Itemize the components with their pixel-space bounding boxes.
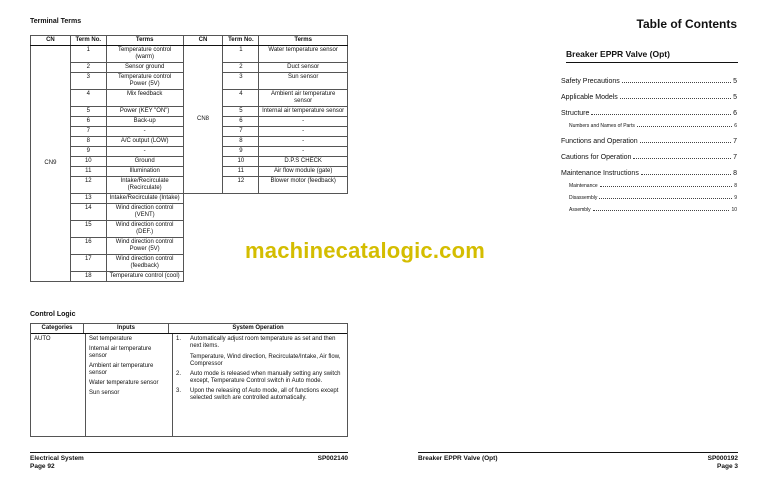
toc-entry[interactable] [569, 201, 737, 213]
cn8-term-no: 9 [223, 147, 259, 157]
cn9-term-no: 10 [70, 157, 106, 167]
cn8-term: Duct sensor [259, 63, 348, 73]
cl-operation-extra: Temperature, Wind direction, Recirculate/Intake, Air flow, Compressor [190, 354, 341, 367]
toc-subtitle: Breaker EPPR Valve (Opt) [566, 49, 670, 59]
cn9-term: Power (KEY "ON") [106, 107, 183, 117]
cl-category: AUTO [31, 334, 86, 436]
cl-input-item: Ambient air temperature sensor [89, 363, 154, 376]
cn9-term: Temperature control (cool) [106, 272, 183, 282]
cl-operations [173, 334, 347, 436]
left-footer-code: SP002140 [317, 455, 348, 462]
toc-leader-dots [591, 113, 731, 115]
table-row [31, 272, 348, 282]
cn9-term: Sensor ground [106, 63, 183, 73]
cn8-term-no: 1 [223, 46, 259, 63]
cn8-term-no: 8 [223, 137, 259, 147]
toc-entry[interactable] [561, 101, 737, 117]
cn9-term: Temperature control (warm) [106, 46, 183, 63]
cn9-term: Wind direction control (feedback) [106, 255, 183, 272]
toc-entry-label: Maintenance [569, 183, 598, 189]
toc-entry[interactable] [569, 189, 737, 201]
col-header-terms-2: Terms [259, 36, 348, 46]
toc-entry-label: Cautions for Operation [561, 154, 632, 161]
toc-entry[interactable] [561, 85, 737, 101]
cl-operation-item [176, 336, 344, 368]
cl-header-categories: Categories [31, 324, 84, 333]
toc-entry-page: 5 [733, 78, 737, 85]
control-logic-table [30, 323, 348, 437]
cn9-term: Temperature control Power (5V) [106, 73, 183, 90]
right-footer-rule [418, 452, 738, 453]
toc-list [561, 69, 737, 213]
toc-entry[interactable] [561, 69, 737, 85]
toc-entry[interactable] [569, 177, 737, 189]
control-logic-heading: Control Logic [30, 311, 76, 318]
cl-input-item: Internal air temperature sensor [89, 346, 152, 359]
right-footer-section: Breaker EPPR Valve (Opt) [418, 455, 498, 462]
cn9-term-no: 18 [70, 272, 106, 282]
cn9-term-no: 11 [70, 167, 106, 177]
cl-header-inputs: Inputs [84, 324, 169, 333]
right-footer-code: SP000192 [707, 455, 738, 462]
cn9-term-no: 2 [70, 63, 106, 73]
right-footer [680, 455, 738, 471]
col-header-term-no-2: Term No. [223, 36, 259, 46]
cn9-term-no: 3 [70, 73, 106, 90]
cn8-term: Water temperature sensor [259, 46, 348, 63]
toc-entry-label: Maintenance Instructions [561, 170, 639, 177]
cn8-term-no: 2 [223, 63, 259, 73]
table-row [31, 221, 348, 238]
cn8-term-no: 10 [223, 157, 259, 167]
cl-operation-num: 1. [176, 336, 182, 342]
toc-leader-dots [640, 141, 731, 143]
toc-entry-page: 8 [733, 170, 737, 177]
cn9-term: Wind direction control Power (5V) [106, 238, 183, 255]
cn9-term-no: 9 [70, 147, 106, 157]
cl-input-item: Sun sensor [89, 390, 120, 396]
cn8-term: Blower motor (feedback) [259, 177, 348, 194]
cn9-term-no: 13 [70, 194, 106, 204]
left-footer [30, 455, 84, 471]
toc-entry-page: 8 [734, 183, 737, 189]
cl-operation-num: 3. [176, 388, 182, 394]
col-header-cn: CN [31, 36, 71, 46]
cl-operation-body [190, 336, 344, 368]
toc-entry-label: Applicable Models [561, 94, 618, 101]
cn9-term-no: 12 [70, 177, 106, 194]
table-row [31, 194, 348, 204]
empty-cell [183, 194, 347, 204]
cn9-term-no: 1 [70, 46, 106, 63]
cn8-term: Internal air temperature sensor [259, 107, 348, 117]
cn8-term-no: 5 [223, 107, 259, 117]
cl-operation-text: Auto mode is released when manually setting any switch except, Temperature Control switch in Auto mode. [190, 371, 341, 384]
cn9-term: Wind direction control (DEF.) [106, 221, 183, 238]
cn8-term: Ambient air temperature sensor [259, 90, 348, 107]
cn9-term: Intake/Recirculate (Intake) [106, 194, 183, 204]
terminal-terms-heading: Terminal Terms [30, 18, 82, 25]
cn9-term: Intake/Recirculate (Recirculate) [106, 177, 183, 194]
toc-leader-dots [633, 157, 731, 159]
cn9-term: Mix feedback [106, 90, 183, 107]
cn9-term-no: 8 [70, 137, 106, 147]
empty-cell [183, 272, 347, 282]
cn9-term-no: 14 [70, 204, 106, 221]
cn9-label: CN9 [31, 46, 71, 282]
empty-cell [183, 221, 347, 238]
toc-entry-page: 9 [734, 195, 737, 201]
toc-title: Table of Contents [636, 17, 737, 31]
cl-header-system-operation: System Operation [232, 325, 284, 331]
cn9-term-no: 17 [70, 255, 106, 272]
toc-leader-dots [620, 97, 731, 99]
watermark: machinecatalogic.com [245, 238, 485, 263]
toc-entry-page: 7 [733, 138, 737, 145]
table-row [31, 46, 348, 63]
toc-entry-page: 5 [733, 94, 737, 101]
left-footer-page: Page 92 [30, 463, 55, 470]
cl-operation-body [190, 388, 344, 402]
toc-entry-label: Functions and Operation [561, 138, 638, 145]
cn9-term-no: 6 [70, 117, 106, 127]
cn9-term-no: 5 [70, 107, 106, 117]
cn8-term-no: 3 [223, 73, 259, 90]
toc-subtitle-rule [566, 62, 738, 63]
cl-operation-num: 2. [176, 371, 182, 377]
cl-input-item: Water temperature sensor [89, 380, 159, 386]
toc-entry[interactable] [569, 117, 737, 129]
left-footer-section: Electrical System [30, 455, 84, 462]
cl-input-item: Set temperature [89, 336, 133, 342]
cn9-term-no: 4 [70, 90, 106, 107]
toc-leader-dots [593, 209, 730, 211]
cn8-term: Sun sensor [259, 73, 348, 90]
toc-leader-dots [599, 197, 732, 199]
cn9-term-no: 15 [70, 221, 106, 238]
col-header-cn-2: CN [183, 36, 223, 46]
toc-entry-label: Assembly [569, 207, 591, 213]
toc-leader-dots [622, 81, 731, 83]
cn9-term: - [106, 147, 183, 157]
cl-inputs [86, 334, 173, 436]
cl-operation-item [176, 388, 344, 402]
cn8-term: D.P.S CHECK [259, 157, 348, 167]
toc-entry-label: Disassembly [569, 195, 598, 201]
cl-operation-item [176, 371, 344, 385]
cn9-term: A/C output (LOW) [106, 137, 183, 147]
cn9-term: - [106, 127, 183, 137]
toc-leader-dots [637, 125, 732, 127]
cn8-term: - [259, 127, 348, 137]
cl-operation-text: Upon the releasing of Auto mode, all of functions except selected switch are controlled automatically. [190, 388, 339, 401]
toc-entry-page: 6 [734, 123, 737, 129]
toc-entry[interactable] [561, 129, 737, 145]
cn8-term: - [259, 137, 348, 147]
cn9-term-no: 7 [70, 127, 106, 137]
right-footer-page: Page 3 [717, 463, 738, 470]
toc-entry-label: Safety Precautions [561, 78, 620, 85]
left-footer-rule [30, 452, 348, 453]
cn8-term-no: 6 [223, 117, 259, 127]
toc-entry-page: 7 [733, 154, 737, 161]
toc-leader-dots [641, 173, 731, 175]
cn9-term: Back-up [106, 117, 183, 127]
cn8-term: Air flow module (gate) [259, 167, 348, 177]
cn8-term: - [259, 147, 348, 157]
col-header-term-no: Term No. [70, 36, 106, 46]
cl-operation-body [190, 371, 344, 385]
table-row [31, 204, 348, 221]
cn8-term-no: 12 [223, 177, 259, 194]
cn8-term-no: 7 [223, 127, 259, 137]
toc-entry[interactable] [561, 145, 737, 161]
toc-leader-dots [600, 185, 733, 187]
cn9-term-no: 16 [70, 238, 106, 255]
cn8-term: - [259, 117, 348, 127]
empty-cell [183, 204, 347, 221]
toc-entry-page: 6 [733, 110, 737, 117]
toc-entry-label: Structure [561, 110, 590, 117]
toc-entry-page: 10 [731, 207, 737, 213]
cn9-term: Ground [106, 157, 183, 167]
cn8-label: CN8 [183, 46, 223, 194]
cl-operation-text: Automatically adjust room temperature as set and then next items. [190, 336, 336, 349]
col-header-terms: Terms [106, 36, 183, 46]
cn9-term: Wind direction control (VENT) [106, 204, 183, 221]
cn8-term-no: 4 [223, 90, 259, 107]
cn8-term-no: 11 [223, 167, 259, 177]
toc-entry[interactable] [561, 161, 737, 177]
cn9-term: Illumination [106, 167, 183, 177]
toc-entry-label: Numbers and Names of Parts [569, 123, 635, 129]
